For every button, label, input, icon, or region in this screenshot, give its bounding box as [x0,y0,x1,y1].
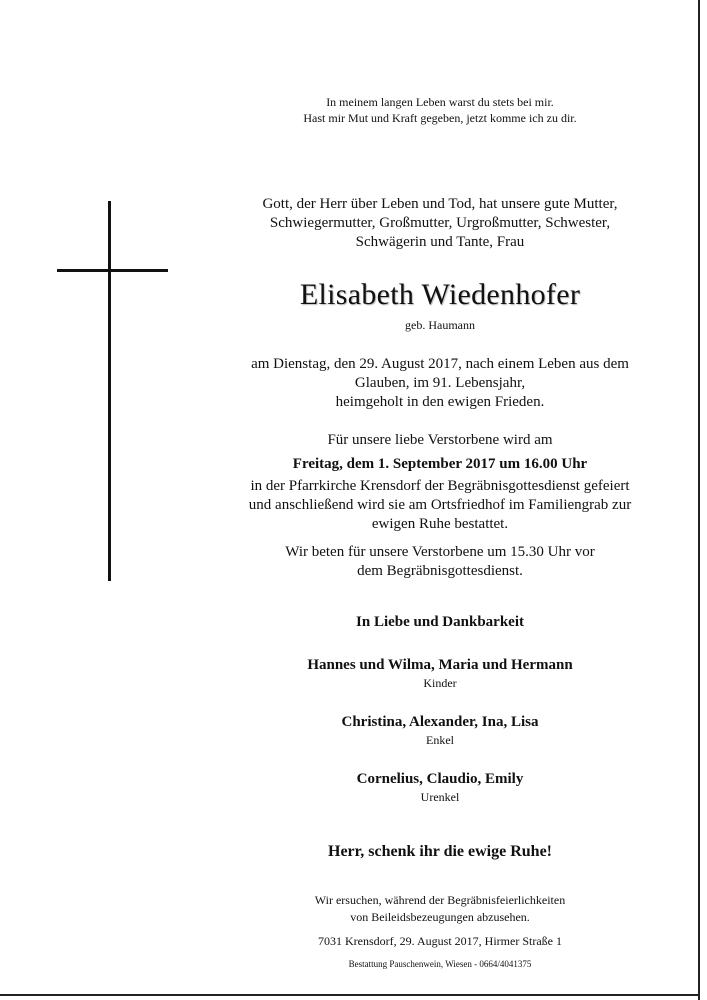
prayer-line-2: dem Begräbnisgottesdienst. [357,563,523,579]
intro-line-3: Schwägerin und Tante, Frau [355,234,525,250]
prayer-line-1: Wir beten für unsere Verstorbene um 15.30 Uhr vor [285,544,595,560]
request-line-1: Wir ersuchen, während der Begräbnisfeierlichkeiten [314,893,566,907]
funeral-details-line-2: und anschließend wird sie am Ortsfriedhof im Familiengrab zur [248,497,632,513]
funeral-details-line-3: ewigen Ruhe bestattet. [371,516,509,532]
mourners-heading: In Liebe und Dankbarkeit [356,614,524,630]
mourner-group-names: Hannes und Wilma, Maria und Hermann [307,657,573,673]
funeral-details-line-1: in der Pfarrkirche Krensdorf der Begräbnisgottesdienst gefeiert [250,478,630,494]
mourner-group-relation: Enkel [426,733,454,747]
address: 7031 Krensdorf, 29. August 2017, Hirmer Straße 1 [318,934,562,948]
mourner-group-relation: Urenkel [420,790,460,804]
intro-line-1: Gott, der Herr über Leben und Tod, hat unsere gute Mutter, [262,196,618,212]
funeral-date-time: Freitag, dem 1. September 2017 um 16.00 Uhr [292,456,588,472]
intro-line-2: Schwiegermutter, Großmutter, Urgroßmutter, Schwester, [269,215,611,231]
closing-prayer: Herr, schenk ihr die ewige Ruhe! [328,843,552,860]
motto-line-1: In meinem langen Leben warst du stets bei mir. [326,95,554,109]
birth-name: geb. Haumann [405,318,475,332]
motto-line-2: Hast mir Mut und Kraft gegeben, jetzt komme ich zu dir. [303,111,577,125]
deceased-name: Elisabeth Wiedenhofer [299,278,581,311]
cross-vertical-bar [108,201,111,581]
cross-horizontal-bar [57,269,168,272]
mourner-group-relation: Kinder [423,676,457,690]
death-notice-line-2: Glauben, im 91. Lebensjahr, [354,375,526,391]
funeral-intro: Für unsere liebe Verstorbene wird am [327,432,553,448]
request-line-2: von Beileidsbezeugungen abzusehen. [350,910,530,924]
death-notice-line-3: heimgeholt in den ewigen Frieden. [335,394,545,410]
death-notice-line-1: am Dienstag, den 29. August 2017, nach einem Leben aus dem [251,356,629,372]
undertaker: Bestattung Pauschenwein, Wiesen - 0664/4041375 [348,959,532,969]
mourner-group-names: Cornelius, Claudio, Emily [356,771,524,787]
mourner-group-names: Christina, Alexander, Ina, Lisa [341,714,539,730]
page-border-bottom [0,994,700,996]
